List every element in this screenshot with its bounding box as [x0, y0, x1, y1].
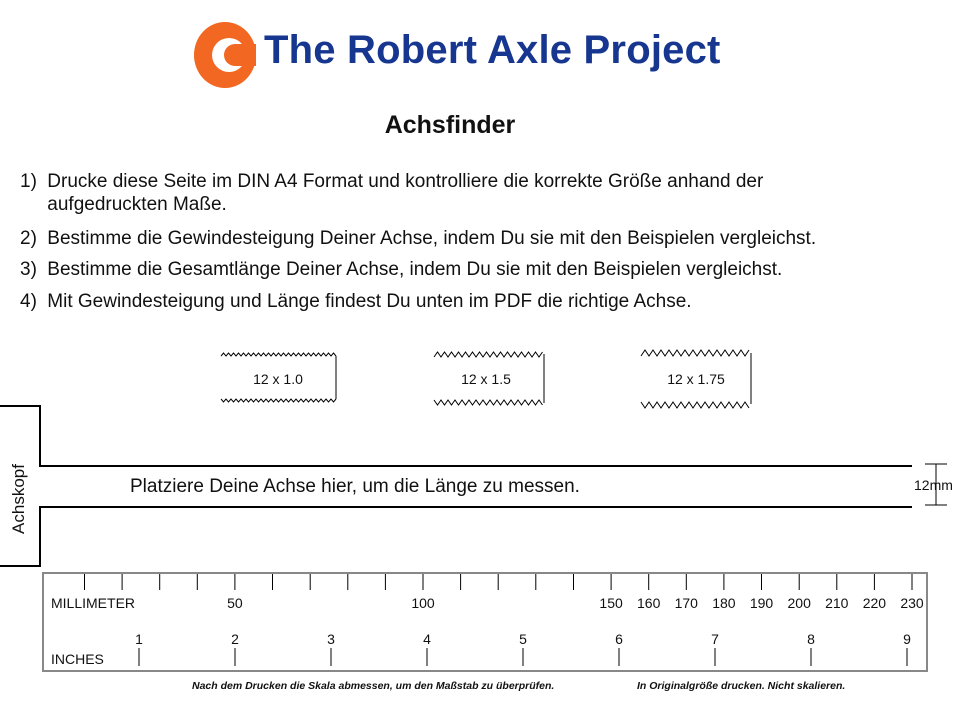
inch-tick-label: 5 [519, 631, 527, 647]
inch-tick-label: 8 [807, 631, 815, 647]
inch-tick-label: 4 [423, 631, 431, 647]
mm-tick-label: 170 [674, 595, 698, 611]
mm-tick-label: 200 [787, 595, 811, 611]
mm-tick-label: 220 [862, 595, 887, 611]
mm-tick-label: 190 [749, 595, 774, 611]
step-3 [20, 258, 782, 281]
mm-scale-label: MILLIMETER [51, 595, 136, 611]
mm-tick-label: 100 [411, 595, 435, 611]
page-title: Achsfinder [384, 111, 516, 139]
inch-tick-label: 1 [135, 631, 143, 647]
footnote-measure: Nach dem Drucken die Skala abmessen, um den Maßstab zu überprüfen. [192, 680, 555, 692]
diameter-label: 12mm [914, 477, 953, 493]
thread-label: 12 x 1.0 [253, 371, 303, 387]
scale-ticks [44, 574, 926, 670]
footnote-print: In Originalgröße drucken. Nicht skalieren. [637, 680, 846, 692]
orange-circle-logo-icon [194, 22, 256, 88]
step-number: 1) [20, 171, 37, 192]
step-text: Bestimme die Gewindesteigung Deiner Achse, indem Du sie mit den Beispielen vergleichst. [47, 228, 817, 249]
mm-tick-label: 50 [227, 595, 243, 611]
step-4 [20, 290, 692, 313]
mm-tick-label: 230 [900, 595, 924, 611]
step-text-continued: aufgedruckten Maße. [47, 194, 227, 215]
step-text: Drucke diese Seite im DIN A4 Format und kontrolliere die korrekte Größe anhand der [47, 171, 764, 192]
step-text: Bestimme die Gesamtlänge Deiner Achse, indem Du sie mit den Beispielen vergleichst. [47, 259, 783, 280]
step-1 [20, 170, 763, 216]
inch-tick-label: 3 [327, 631, 335, 647]
mm-tick-label: 150 [599, 595, 623, 611]
step-number: 4) [20, 291, 37, 312]
step-number: 3) [20, 259, 37, 280]
thread-label: 12 x 1.5 [461, 371, 511, 387]
thread-label: 12 x 1.75 [667, 371, 725, 387]
placement-instruction: Platziere Deine Achse hier, um die Länge zu messen. [130, 476, 580, 497]
inch-scale-label: INCHES [51, 651, 104, 667]
inch-tick-label: 7 [711, 631, 719, 647]
mm-tick-label: 180 [712, 595, 736, 611]
axle-head-text: Achskopf [9, 464, 28, 534]
inch-tick-label: 9 [903, 631, 911, 647]
inch-tick-label: 2 [231, 631, 239, 647]
axle-head-label [2, 440, 36, 558]
step-2 [20, 227, 816, 250]
inch-tick-label: 6 [615, 631, 623, 647]
step-text: Mit Gewindesteigung und Länge findest Du unten im PDF die richtige Achse. [47, 291, 692, 312]
mm-tick-label: 160 [637, 595, 661, 611]
brand-name: The Robert Axle Project [264, 28, 721, 72]
mm-tick-label: 210 [825, 595, 849, 611]
step-number: 2) [20, 228, 37, 249]
